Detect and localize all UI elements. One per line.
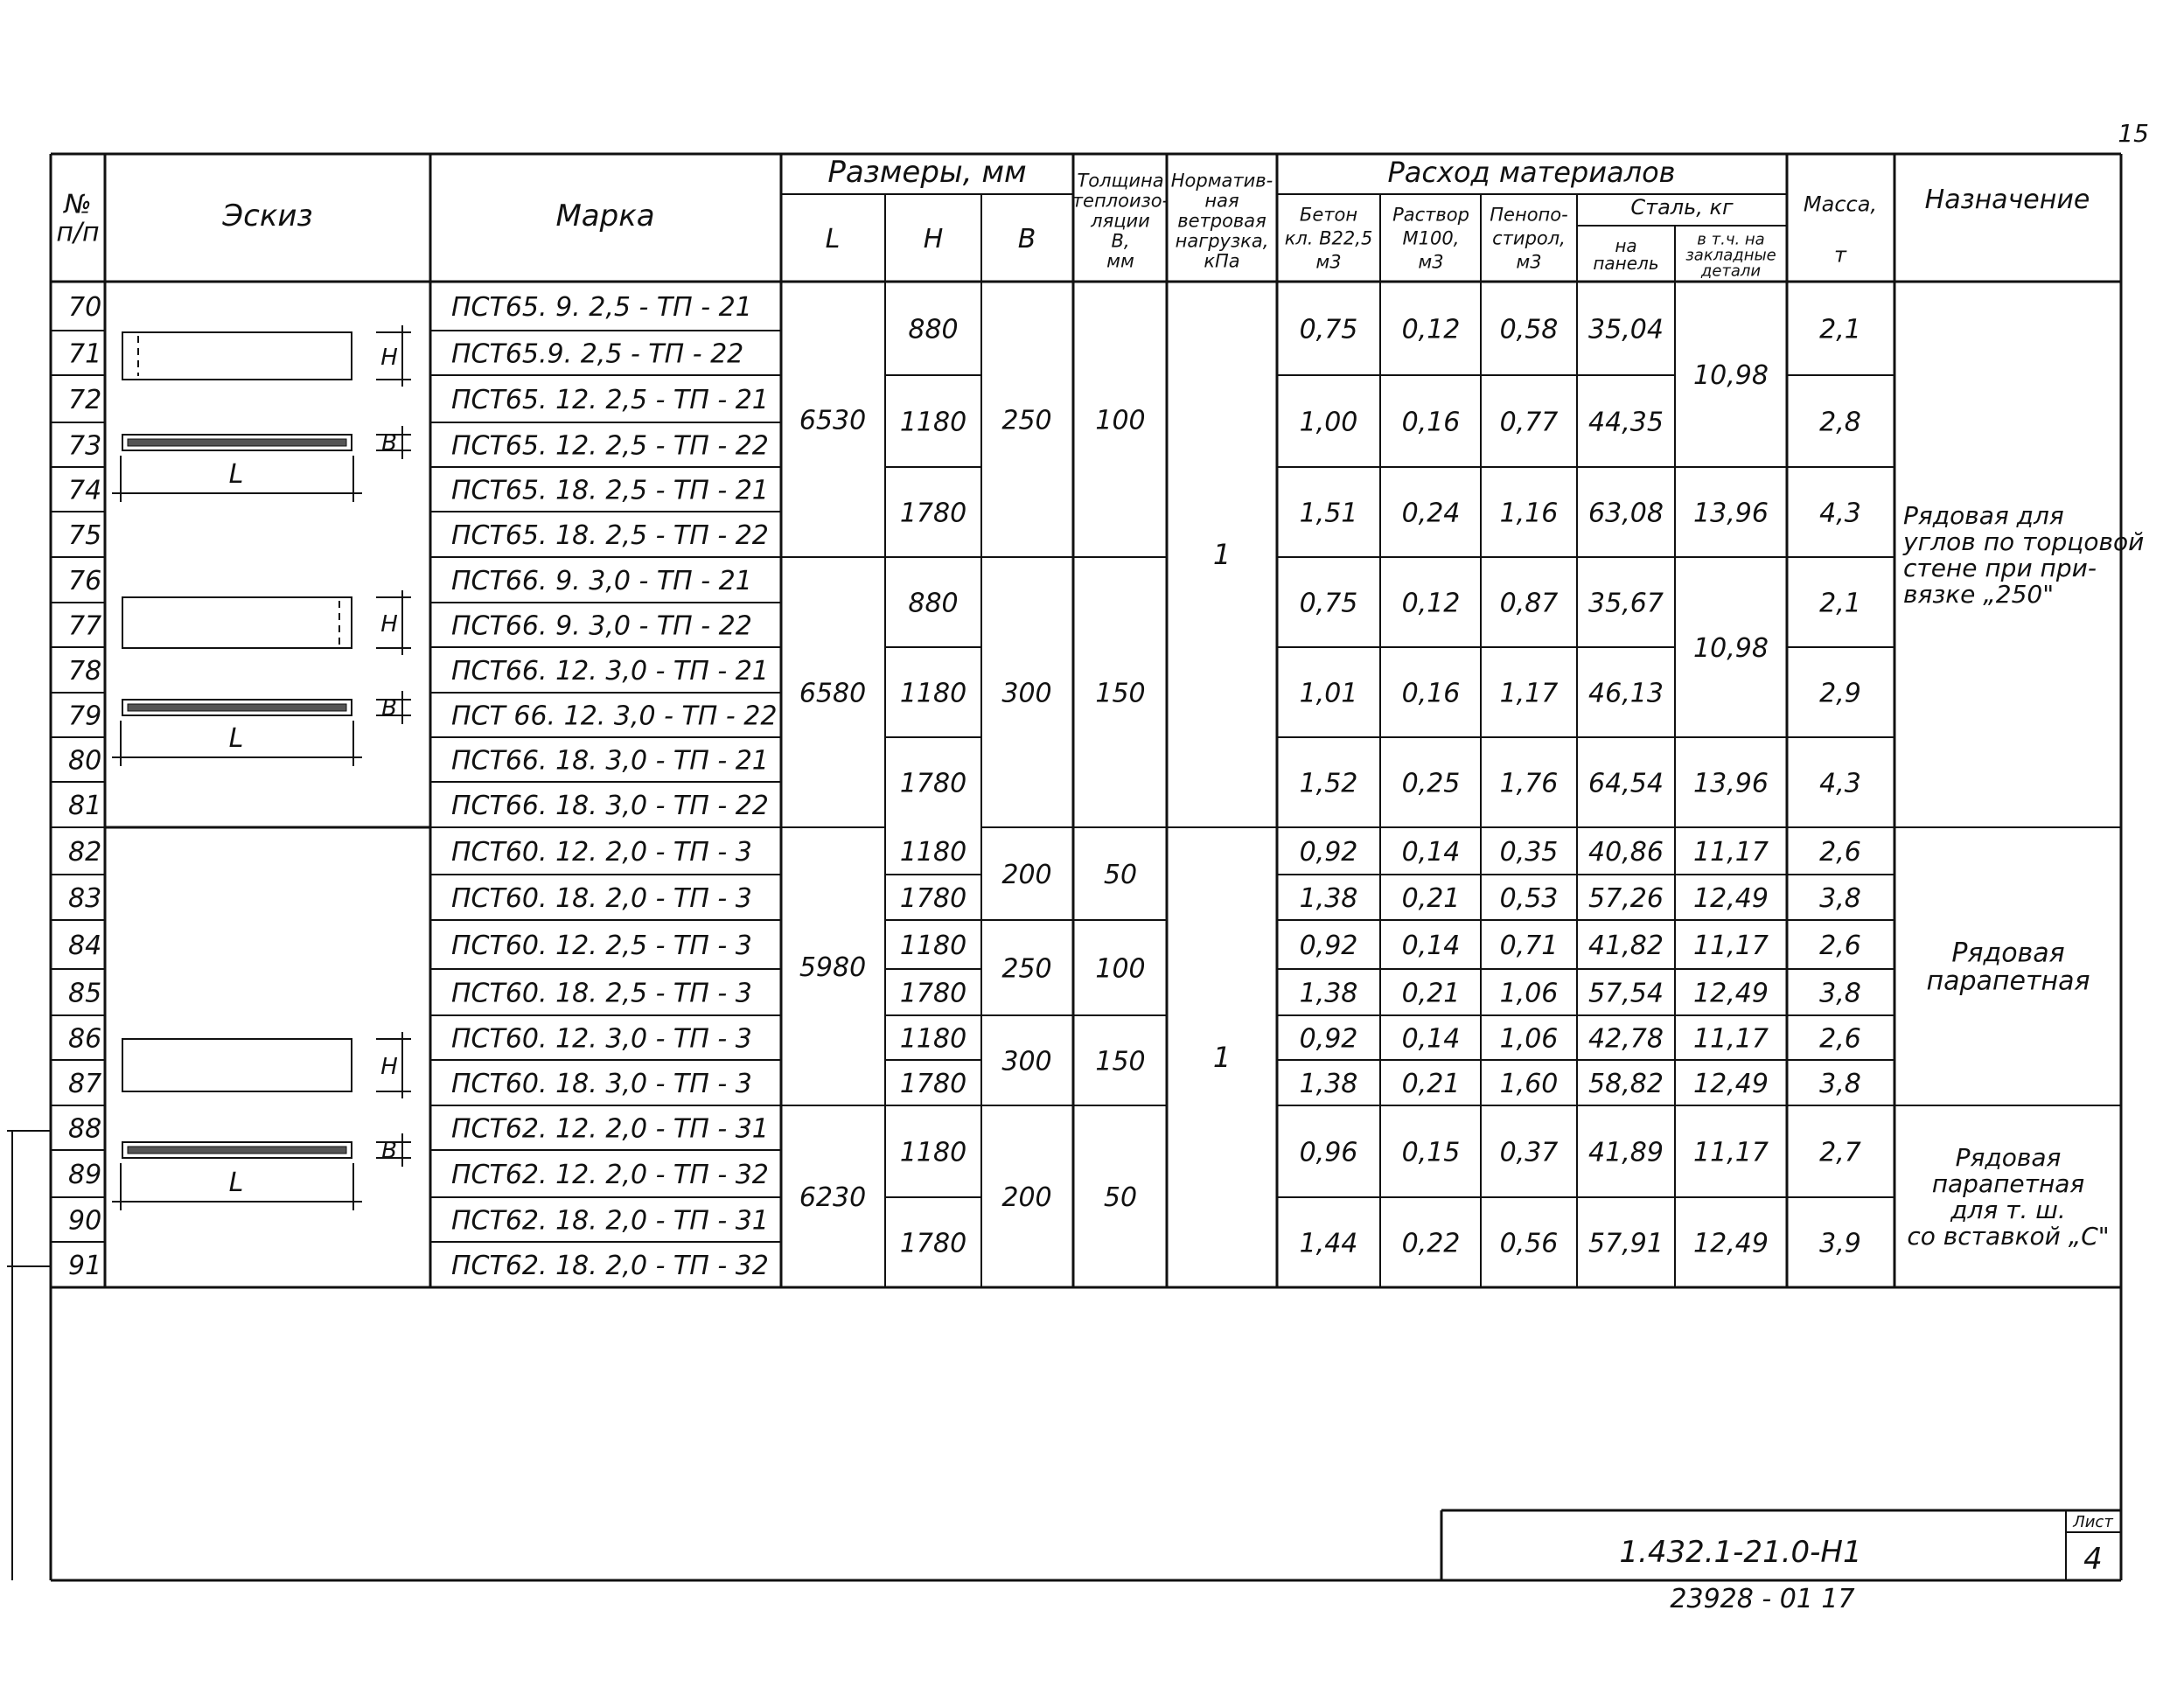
mortar-value: 0,21: [1401, 883, 1461, 914]
dim-h-value: 1180: [899, 1137, 967, 1168]
row-mark: ПСТ 66. 12. 3,0 - ТП - 22: [451, 701, 778, 732]
concrete-value: 0,92: [1299, 931, 1358, 961]
header-mark: Марка: [555, 199, 655, 234]
steel-panel-value: 42,78: [1588, 1023, 1664, 1055]
dim-b-value: 250: [1001, 953, 1052, 985]
foam-value: 1,06: [1499, 1023, 1559, 1055]
sketch-b-label: B: [381, 430, 397, 457]
purpose-text: Рядовая: [1955, 1142, 2062, 1172]
steel-panel-value: 41,82: [1588, 931, 1664, 961]
sketch-h-label: H: [380, 1054, 398, 1080]
purpose-text: Рядовая: [1951, 938, 2065, 969]
mortar-value: 0,24: [1401, 498, 1461, 529]
dim-l-value: 5980: [799, 952, 867, 983]
panel-elevation-sketch: [122, 332, 352, 380]
header-concrete: м3: [1315, 251, 1342, 273]
header-mortar: Раствор: [1392, 204, 1469, 226]
header-insulation: Толщина: [1077, 170, 1164, 192]
row-number: 79: [68, 701, 102, 732]
sketch-l-label: L: [228, 459, 244, 490]
insulation-value: 50: [1103, 860, 1138, 890]
concrete-value: 1,44: [1299, 1228, 1358, 1259]
insulation-hatch: [128, 704, 346, 711]
mass-value: 3,8: [1819, 978, 1861, 1009]
mortar-value: 0,21: [1401, 978, 1461, 1009]
foam-value: 0,53: [1499, 883, 1559, 914]
row-number: 74: [68, 475, 102, 506]
dim-h-value: 1780: [899, 978, 967, 1009]
dim-h-value: 1180: [899, 1023, 967, 1055]
purpose-text: со вставкой „С": [1907, 1221, 2110, 1251]
steel-embed-value: 11,17: [1693, 931, 1769, 961]
mass-value: 4,3: [1819, 768, 1861, 799]
header-wind-load: нагрузка,: [1175, 230, 1269, 252]
row-mark: ПСТ60. 12. 2,5 - ТП - 3: [451, 931, 752, 961]
insulation-hatch: [128, 439, 346, 446]
header-wind-load: Норматив-: [1170, 170, 1273, 192]
mass-value: 3,8: [1819, 883, 1861, 914]
steel-embed-value: 11,17: [1693, 1137, 1769, 1168]
purpose-text: вязке „250": [1903, 579, 2055, 609]
steel-panel-value: 46,13: [1588, 678, 1664, 709]
sketch-h-label: H: [380, 345, 398, 371]
row-number: 76: [68, 566, 102, 596]
insulation-value: 150: [1095, 1046, 1146, 1077]
mortar-value: 0,14: [1401, 1023, 1461, 1055]
steel-embed-value: 11,17: [1693, 1023, 1769, 1055]
header-mortar: М100,: [1402, 227, 1460, 249]
row-mark: ПСТ62. 12. 2,0 - ТП - 32: [451, 1160, 769, 1190]
row-number: 81: [68, 791, 102, 821]
wind-load-value: 1: [1212, 1041, 1232, 1074]
dim-b-value: 250: [1001, 405, 1052, 436]
concrete-value: 1,38: [1299, 1069, 1358, 1099]
dim-h-value: 880: [908, 314, 959, 345]
insulation-hatch: [128, 1147, 346, 1154]
foam-value: 1,16: [1499, 498, 1559, 529]
header-sketch: Эскиз: [222, 199, 313, 234]
dim-h-value: 1780: [899, 498, 967, 529]
header-num: п/п: [56, 217, 100, 248]
concrete-value: 0,92: [1299, 1023, 1358, 1055]
archive-number: 23928 - 01 17: [1670, 1584, 1855, 1614]
header-mass: Масса,: [1803, 192, 1878, 217]
header-num: №: [64, 189, 92, 220]
mass-value: 2,1: [1819, 588, 1861, 619]
header-insulation: B,: [1111, 230, 1130, 252]
header-steel-embed: детали: [1700, 261, 1762, 281]
header-dim-l: L: [825, 224, 841, 254]
mass-value: 2,6: [1819, 931, 1861, 961]
steel-panel-value: 57,54: [1588, 978, 1664, 1009]
header-dims: Размеры, мм: [827, 155, 1027, 190]
mortar-value: 0,16: [1401, 407, 1461, 438]
foam-value: 0,35: [1499, 837, 1559, 868]
steel-embed-value: 10,98: [1693, 633, 1769, 664]
steel-panel-value: 35,04: [1588, 314, 1664, 345]
dim-l-value: 6580: [799, 678, 867, 709]
purpose-text: Рядовая для: [1903, 500, 2064, 530]
wind-load-value: 1: [1212, 538, 1232, 571]
header-steel-embed: закладные: [1685, 246, 1776, 265]
insulation-value: 150: [1095, 678, 1146, 709]
mortar-value: 0,12: [1401, 314, 1461, 345]
row-mark: ПСТ66. 9. 3,0 - ТП - 21: [451, 566, 752, 596]
steel-embed-value: 12,49: [1693, 978, 1769, 1009]
sketch-l-label: L: [228, 723, 244, 754]
row-number: 87: [68, 1069, 102, 1099]
row-mark: ПСТ66. 18. 3,0 - ТП - 21: [451, 745, 769, 777]
panel-elevation-sketch: [122, 1039, 352, 1091]
dim-b-value: 300: [1001, 1046, 1052, 1077]
mass-value: 2,8: [1819, 407, 1861, 438]
mass-value: 4,3: [1819, 498, 1861, 529]
header-dim-h: H: [923, 224, 944, 254]
row-mark: ПСТ60. 18. 3,0 - ТП - 3: [451, 1069, 752, 1099]
row-number: 88: [68, 1113, 102, 1145]
mass-value: 3,9: [1819, 1228, 1861, 1259]
row-number: 77: [68, 610, 102, 642]
row-number: 86: [68, 1023, 102, 1055]
insulation-value: 50: [1103, 1182, 1138, 1213]
mortar-value: 0,12: [1401, 588, 1461, 619]
row-number: 89: [68, 1160, 102, 1190]
mortar-value: 0,14: [1401, 931, 1461, 961]
header-foam: Пенопо-: [1490, 204, 1568, 226]
header-steel-panel: панель: [1593, 253, 1659, 274]
row-mark: ПСТ60. 18. 2,5 - ТП - 3: [451, 978, 752, 1009]
mass-value: 3,8: [1819, 1069, 1861, 1099]
header-materials: Расход материалов: [1387, 156, 1676, 189]
dim-b-value: 200: [1001, 1182, 1052, 1213]
header-insulation: мм: [1106, 250, 1134, 272]
header-wind-load: ная: [1204, 190, 1239, 212]
steel-panel-value: 57,91: [1588, 1228, 1664, 1259]
mass-value: 2,6: [1819, 1023, 1861, 1055]
row-number: 78: [68, 656, 102, 687]
steel-panel-value: 58,82: [1588, 1069, 1664, 1099]
header-wind-load: ветровая: [1177, 210, 1266, 232]
concrete-value: 1,00: [1299, 407, 1358, 438]
mortar-value: 0,21: [1401, 1069, 1461, 1099]
dim-h-value: 1180: [899, 678, 967, 709]
foam-value: 0,77: [1499, 407, 1559, 438]
header-concrete: Бетон: [1299, 204, 1358, 226]
header-wind-load: кПа: [1204, 250, 1240, 272]
dim-l-value: 6230: [799, 1182, 867, 1213]
mass-value: 2,7: [1819, 1137, 1861, 1168]
row-mark: ПСТ62. 18. 2,0 - ТП - 31: [451, 1205, 769, 1237]
header-mortar: м3: [1418, 251, 1444, 273]
header-foam: м3: [1516, 251, 1542, 273]
row-mark: ПСТ65. 12. 2,5 - ТП - 21: [451, 385, 769, 415]
foam-value: 1,17: [1499, 678, 1559, 709]
concrete-value: 1,52: [1299, 768, 1358, 799]
sheet-number: 4: [2083, 1542, 2103, 1577]
steel-panel-value: 44,35: [1588, 407, 1664, 438]
purpose-text: стене при при-: [1903, 553, 2097, 582]
steel-panel-value: 35,67: [1588, 588, 1664, 619]
dim-h-value: 1780: [899, 1228, 967, 1259]
mortar-value: 0,22: [1401, 1228, 1461, 1259]
steel-panel-value: 40,86: [1588, 837, 1664, 868]
sketch-h-label: H: [380, 611, 398, 638]
steel-panel-value: 41,89: [1588, 1137, 1664, 1168]
header-mass: т: [1834, 242, 1846, 268]
dim-h-value: 1180: [899, 931, 967, 961]
steel-embed-value: 11,17: [1693, 837, 1769, 868]
row-mark: ПСТ66. 12. 3,0 - ТП - 21: [451, 656, 769, 687]
foam-value: 0,58: [1499, 314, 1559, 345]
row-number: 75: [68, 520, 102, 551]
row-mark: ПСТ60. 12. 3,0 - ТП - 3: [451, 1023, 752, 1055]
dim-b-value: 300: [1001, 678, 1052, 709]
purpose-text: парапетная: [1926, 966, 2090, 997]
header-steel: Сталь, кг: [1630, 195, 1734, 220]
foam-value: 0,37: [1499, 1137, 1559, 1168]
insulation-value: 100: [1095, 953, 1146, 985]
foam-value: 1,76: [1499, 768, 1559, 799]
row-number: 83: [68, 883, 102, 914]
row-mark: ПСТ62. 18. 2,0 - ТП - 32: [451, 1251, 769, 1281]
row-mark: ПСТ65. 9. 2,5 - ТП - 21: [451, 292, 752, 323]
mass-value: 2,9: [1819, 678, 1861, 709]
concrete-value: 1,38: [1299, 978, 1358, 1009]
steel-panel-value: 57,26: [1588, 883, 1664, 914]
concrete-value: 0,96: [1299, 1137, 1358, 1168]
concrete-value: 0,75: [1299, 588, 1358, 619]
concrete-value: 1,51: [1299, 498, 1358, 529]
mass-value: 2,1: [1819, 314, 1861, 345]
row-mark: ПСТ65. 12. 2,5 - ТП - 22: [451, 430, 769, 462]
dim-h-value: 1780: [899, 883, 967, 914]
document-code: 1.432.1-21.0-Н1: [1619, 1535, 1862, 1570]
steel-embed-value: 13,96: [1693, 498, 1769, 529]
header-steel-panel: на: [1615, 235, 1637, 256]
steel-panel-value: 63,08: [1588, 498, 1664, 529]
row-mark: ПСТ60. 12. 2,0 - ТП - 3: [451, 837, 752, 868]
sketch-l-label: L: [228, 1168, 244, 1198]
foam-value: 0,87: [1499, 588, 1559, 619]
concrete-value: 0,75: [1299, 314, 1358, 345]
header-steel-embed: в т.ч. на: [1697, 230, 1765, 249]
row-number: 84: [68, 931, 102, 961]
dim-h-value: 880: [908, 588, 959, 619]
foam-value: 1,06: [1499, 978, 1559, 1009]
header-insulation: ляции: [1091, 210, 1150, 232]
mortar-value: 0,25: [1401, 768, 1461, 799]
row-number: 80: [68, 745, 102, 777]
steel-embed-value: 13,96: [1693, 768, 1769, 799]
steel-embed-value: 12,49: [1693, 1069, 1769, 1099]
steel-embed-value: 10,98: [1693, 360, 1769, 391]
mortar-value: 0,14: [1401, 837, 1461, 868]
dim-h-value: 1780: [899, 768, 967, 799]
purpose-text: для т. ш.: [1950, 1195, 2066, 1224]
insulation-value: 100: [1095, 405, 1146, 436]
sketch-b-label: B: [381, 1138, 397, 1164]
row-mark: ПСТ65.9. 2,5 - ТП - 22: [451, 338, 744, 370]
dim-l-value: 6530: [799, 405, 867, 436]
row-mark: ПСТ65. 18. 2,5 - ТП - 21: [451, 475, 769, 506]
mortar-value: 0,16: [1401, 678, 1461, 709]
panel-elevation-sketch: [122, 597, 352, 648]
row-mark: ПСТ62. 12. 2,0 - ТП - 31: [451, 1113, 769, 1145]
mortar-value: 0,15: [1401, 1137, 1461, 1168]
header-foam: стирол,: [1492, 227, 1566, 249]
row-mark: ПСТ66. 9. 3,0 - ТП - 22: [451, 610, 752, 642]
row-number: 82: [68, 837, 102, 868]
sheet-label: Лист: [2073, 1513, 2113, 1531]
header-dim-b: B: [1017, 224, 1036, 254]
row-number: 91: [68, 1251, 102, 1281]
row-number: 90: [68, 1205, 102, 1237]
row-number: 71: [68, 338, 102, 370]
header-insulation: теплоизо-: [1071, 190, 1169, 212]
steel-panel-value: 64,54: [1588, 768, 1664, 799]
concrete-value: 1,38: [1299, 883, 1358, 914]
purpose-text: парапетная: [1931, 1168, 2085, 1198]
dim-b-value: 200: [1001, 860, 1052, 890]
dim-h-value: 1180: [899, 837, 967, 868]
concrete-value: 1,01: [1299, 678, 1358, 709]
dim-h-value: 1780: [899, 1069, 967, 1099]
row-number: 70: [68, 292, 102, 323]
foam-value: 0,71: [1499, 931, 1559, 961]
header-concrete: кл. B22,5: [1284, 227, 1373, 249]
steel-embed-value: 12,49: [1693, 883, 1769, 914]
purpose-text: углов по торцовой: [1903, 526, 2145, 556]
row-mark: ПСТ60. 18. 2,0 - ТП - 3: [451, 883, 752, 914]
sketch-b-label: B: [381, 695, 397, 722]
row-number: 85: [68, 978, 102, 1009]
row-mark: ПСТ66. 18. 3,0 - ТП - 22: [451, 791, 769, 821]
foam-value: 1,60: [1499, 1069, 1559, 1099]
mass-value: 2,6: [1819, 837, 1861, 868]
concrete-value: 0,92: [1299, 837, 1358, 868]
dim-h-value: 1180: [899, 407, 967, 438]
steel-embed-value: 12,49: [1693, 1228, 1769, 1259]
row-number: 72: [68, 385, 102, 415]
row-number: 73: [68, 430, 102, 462]
page-number: 15: [2118, 119, 2149, 148]
foam-value: 0,56: [1499, 1228, 1559, 1259]
header-purpose: Назначение: [1924, 185, 2090, 215]
row-mark: ПСТ65. 18. 2,5 - ТП - 22: [451, 520, 769, 551]
